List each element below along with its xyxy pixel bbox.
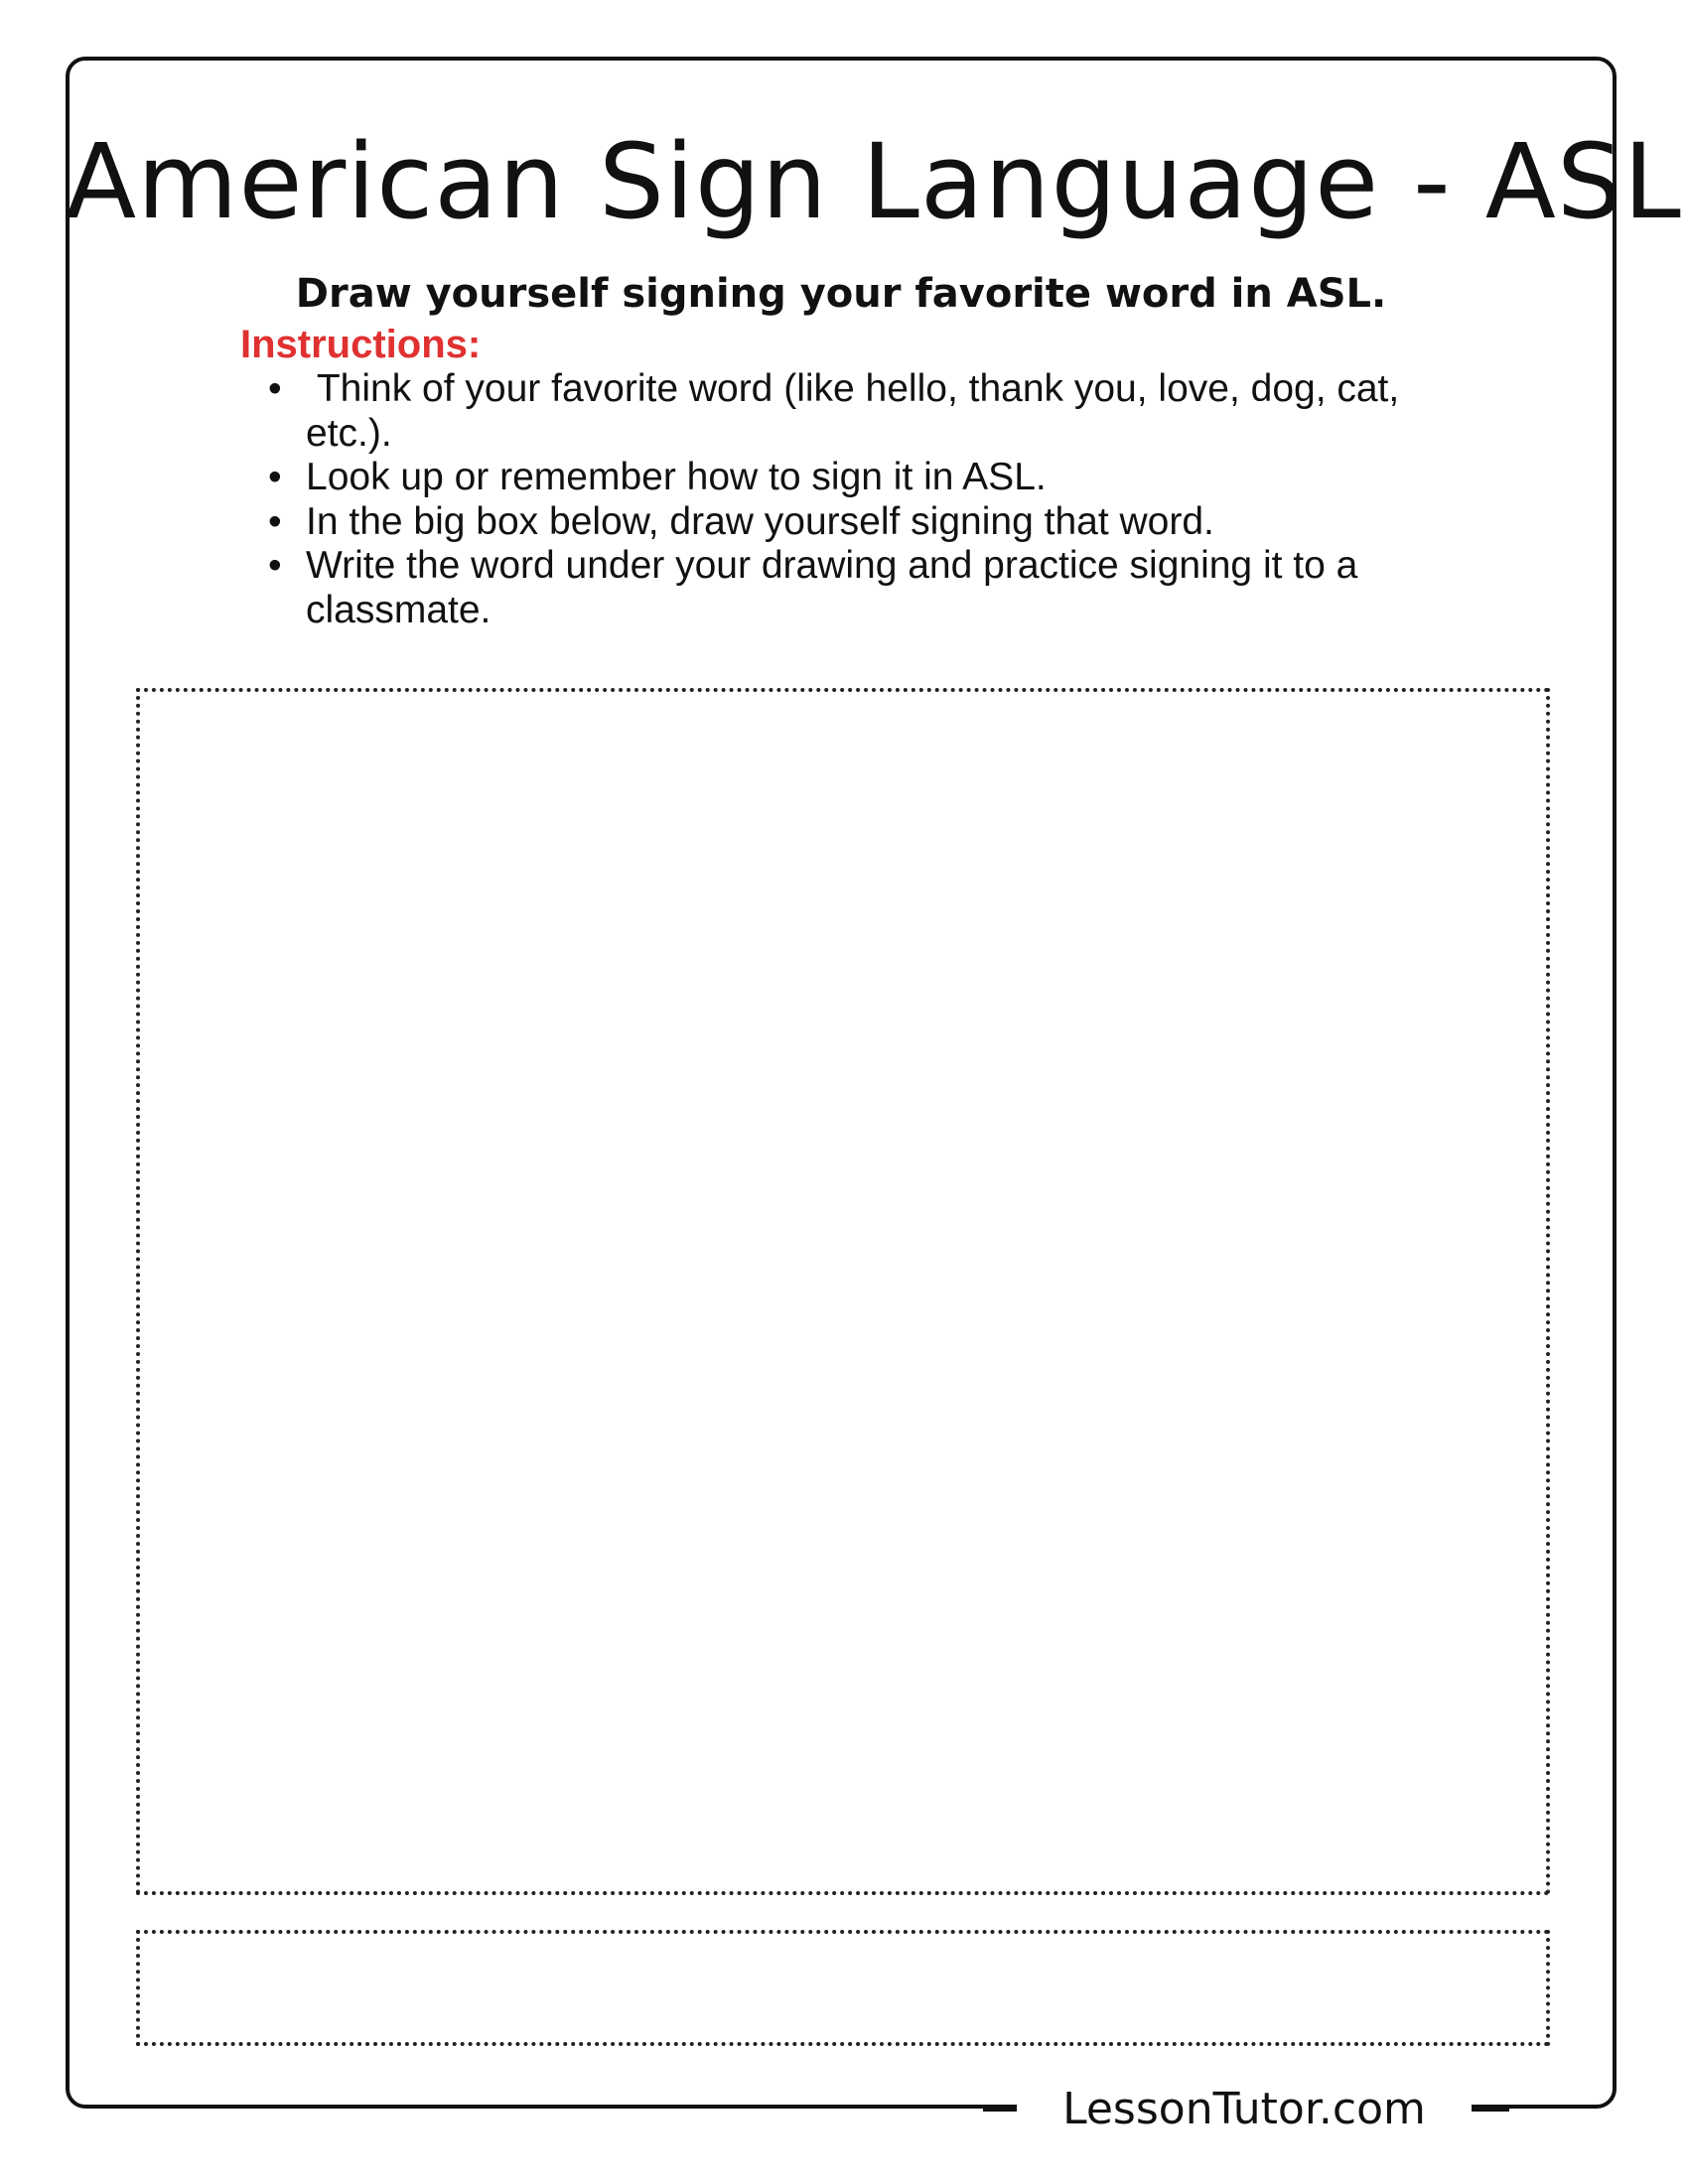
instruction-text: Think of your favorite word (like hello, thank you, love, dog, cat, etc.). xyxy=(306,367,1411,455)
instruction-item xyxy=(240,456,1452,500)
bullet-icon: • xyxy=(268,367,282,410)
instruction-text: Write the word under your drawing and practice signing it to a classmate. xyxy=(306,544,1358,631)
instruction-item xyxy=(240,544,1452,632)
worksheet-subtitle: Draw yourself signing your favorite word in ASL. xyxy=(295,271,1387,317)
worksheet-title: American Sign Language - ASL xyxy=(66,121,1682,242)
footer-divider-right xyxy=(1472,2107,1509,2112)
word-writing-box[interactable] xyxy=(136,1930,1550,2046)
footer-site-name: LessonTutor.com xyxy=(1017,2083,1472,2136)
instructions-heading: Instructions: xyxy=(240,323,482,366)
instructions-list xyxy=(240,367,1452,632)
bullet-icon: • xyxy=(268,499,282,543)
instruction-item xyxy=(240,500,1452,545)
footer-divider-left xyxy=(983,2107,1017,2112)
instruction-text: Look up or remember how to sign it in ASL. xyxy=(306,456,1047,498)
instruction-item xyxy=(240,367,1452,456)
drawing-area-box[interactable] xyxy=(136,688,1550,1895)
bullet-icon: • xyxy=(268,456,282,498)
bullet-icon: • xyxy=(268,544,282,587)
instruction-text: In the big box below, draw yourself signing that word. xyxy=(306,499,1214,543)
